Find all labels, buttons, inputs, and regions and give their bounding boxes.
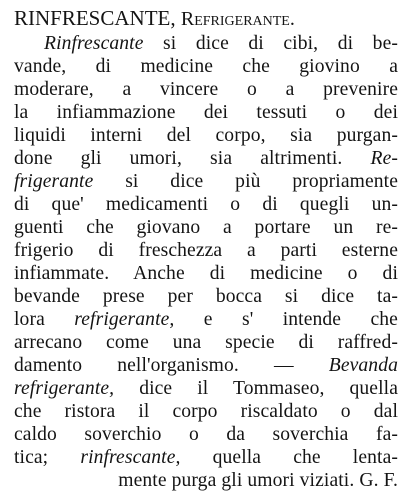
text-segment: tica; (14, 447, 81, 468)
text-segment: la infiammazione dei tessuti o dei (14, 102, 398, 123)
entry-body (14, 32, 398, 492)
text-segment: arrecano come una specie di raffred- (14, 332, 398, 353)
italic-term: refrigerante, (74, 309, 175, 330)
text-line (14, 32, 398, 55)
text-segment: caldo soverchio o da soverchia fa- (14, 424, 398, 445)
text-segment: che ristora il corpo riscaldato o dal (14, 401, 398, 422)
italic-term: Bevanda (328, 355, 398, 376)
text-line (14, 124, 398, 147)
text-segment: dice il Tommaseo, quella (114, 378, 398, 399)
text-line (14, 78, 398, 101)
text-segment: bevande prese per bocca si dice ta- (14, 286, 398, 307)
text-segment: infiammate. Anche di medicine o di (14, 263, 398, 284)
text-line (14, 101, 398, 124)
text-line (14, 262, 398, 285)
text-line (14, 285, 398, 308)
italic-term: Re- (370, 148, 398, 169)
text-line (14, 400, 398, 423)
text-line (14, 446, 398, 469)
text-line (14, 377, 398, 400)
entry-term: RINFRESCANTE, (14, 6, 176, 30)
text-segment: e s' intende che (174, 309, 398, 330)
text-segment: done gli umori, sia altrimenti. (14, 148, 371, 169)
text-segment: vande, di medicine che giovino a (14, 56, 398, 77)
text-segment: quella che lenta- (180, 447, 398, 468)
italic-term: rinfrescante, (80, 447, 181, 468)
text-segment: si dice più propriamente (93, 171, 398, 192)
text-line (14, 331, 398, 354)
entry-heading (14, 6, 398, 31)
text-segment: di que' medicamenti o di quegli un- (14, 194, 398, 215)
entry-synonym: Refrigerante. (180, 8, 295, 30)
text-segment: frigerio di freschezza a parti esterne (14, 240, 398, 261)
text-line (14, 193, 398, 216)
text-line (14, 147, 398, 170)
text-line (14, 55, 398, 78)
italic-term: Rinfrescante (44, 33, 144, 54)
text-line (14, 423, 398, 446)
italic-term: refrigerante, (14, 378, 115, 399)
text-segment: liquidi interni del corpo, sia purgan- (14, 125, 398, 146)
text-segment: mente purga gli umori viziati. G. F. (118, 470, 398, 491)
text-line (14, 216, 398, 239)
text-line (14, 354, 398, 377)
dictionary-entry (14, 6, 398, 492)
text-segment: damento nell'organismo. — (14, 355, 329, 376)
text-segment: moderare, a vincere o a prevenire (14, 79, 398, 100)
italic-term: frigerante (14, 171, 94, 192)
text-line (14, 239, 398, 262)
text-line (14, 170, 398, 193)
text-segment: si dice di cibi, di be- (143, 33, 398, 54)
text-segment: guenti che giovano a portare un re- (14, 217, 398, 238)
text-line (14, 308, 398, 331)
text-line (14, 469, 398, 492)
text-segment: lora (14, 309, 75, 330)
